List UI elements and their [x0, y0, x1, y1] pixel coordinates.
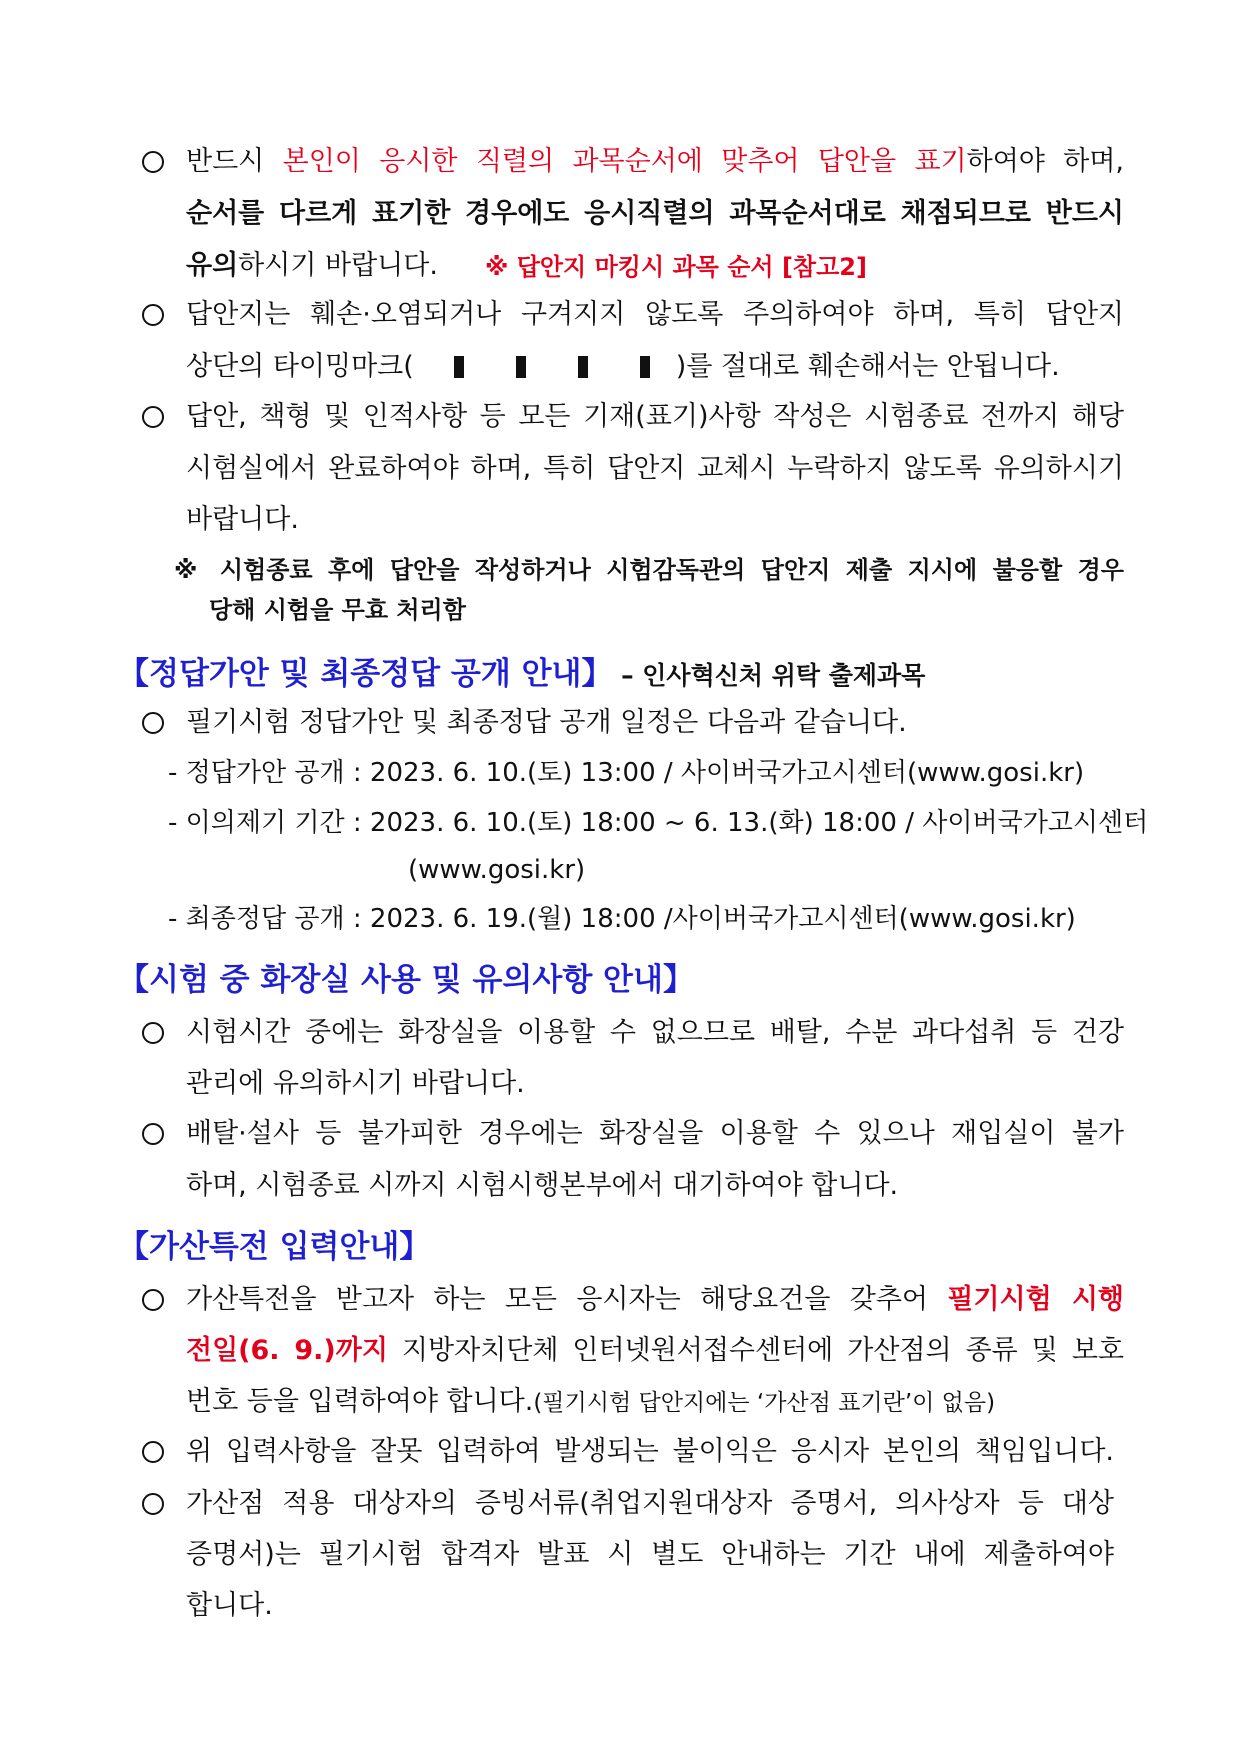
complete-line-1: 답안, 책형 및 인적사항 등 모든 기재(표기)사항 작성은 시험종료 전까지 해당: [186, 401, 1124, 432]
answers-schedule-3: - 최종정답 공개 : 2023. 6. 19.(월) 18:00 /사이버국가고시센터(www.gosi.kr): [168, 904, 1076, 934]
bullet-circle: [142, 1022, 164, 1044]
invalidation-note-2: 당해 시험을 무효 처리함: [209, 596, 466, 624]
answers-subheading: – 인사혁신처 위탁 출제과목: [621, 661, 926, 690]
restroom-item-2-line-1: 배탈·설사 등 불가피한 경우에는 화장실을 이용할 수 있으나 재입실이 불가: [186, 1118, 1124, 1149]
order-reference-note: ※ 답안지 마킹시 과목 순서 [참고2]: [485, 253, 867, 281]
restroom-item-1-line-2: 관리에 유의하시기 바랍니다.: [186, 1068, 525, 1099]
bonus-item-3-line-1: 가산점 적용 대상자의 증빙서류(취업지원대상자 증명서, 의사상자 등 대상: [186, 1488, 1114, 1519]
complete-line-3: 바랍니다.: [186, 504, 299, 535]
restroom-item-1-line-1: 시험시간 중에는 화장실을 이용할 수 없으므로 배탈, 수분 과다섭취 등 건강: [186, 1017, 1124, 1048]
bullet-circle: [142, 1441, 164, 1463]
answers-schedule-1: - 정답가안 공개 : 2023. 6. 10.(토) 13:00 / 사이버국가고시센터(www.gosi.kr): [168, 758, 1085, 788]
order-line-2: 순서를 다르게 표기한 경우에도 응시직렬의 과목순서대로 채점되므로 반드시: [186, 198, 1124, 229]
answers-schedule-2: - 이의제기 기간 : 2023. 6. 10.(토) 18:00 ~ 6. 13.(화) 18:00 / 사이버국가고시센터: [168, 808, 1149, 838]
restroom-heading: 【시험 중 화장실 사용 및 유의사항 안내】: [118, 962, 694, 998]
damage-line-1: 답안지는 훼손·오염되거나 구겨지지 않도록 주의하여야 하며, 특히 답안지: [186, 299, 1124, 330]
bonus-item-3-line-3: 합니다.: [186, 1590, 273, 1621]
answers-schedule-2-cont: (www.gosi.kr): [408, 855, 586, 885]
bullet-circle: [142, 1289, 164, 1311]
bullet-circle: [142, 406, 164, 428]
bullet-circle: [142, 1123, 164, 1145]
bullet-circle: [142, 712, 164, 734]
timing-mark-icon: [640, 356, 650, 378]
bonus-heading: 【가산특전 입력안내】: [118, 1229, 431, 1265]
complete-line-2: 시험실에서 완료하여야 하며, 특히 답안지 교체시 누락하지 않도록 유의하시기: [186, 453, 1124, 484]
bonus-deadline-emphasis: 필기시험 시행: [947, 1284, 1124, 1315]
bullet-circle: [142, 151, 164, 173]
bullet-circle: [142, 304, 164, 326]
answers-heading: 【정답가안 및 최종정답 공개 안내】: [118, 656, 613, 692]
bonus-deadline-date: 전일(6. 9.)까지: [186, 1335, 388, 1366]
restroom-item-2-line-2: 하며, 시험종료 시까지 시험시행본부에서 대기하여야 합니다.: [186, 1170, 899, 1201]
order-line-3: 유의하시기 바랍니다.: [186, 250, 438, 281]
damage-line-2: 상단의 타이밍마크( )를 절대로 훼손해서는 안됩니다.: [186, 351, 1060, 382]
timing-mark-icon: [454, 356, 464, 378]
bonus-item-3-line-2: 증명서)는 필기시험 합격자 발표 시 별도 안내하는 기간 내에 제출하여야: [186, 1539, 1114, 1570]
bullet-circle: [142, 1493, 164, 1515]
answers-heading-row: [118, 656, 925, 694]
timing-mark-icon: [516, 356, 526, 378]
bonus-item-1-line-1: 가산특전을 받고자 하는 모든 응시자는 해당요건을 갖추어 필기시험 시행: [186, 1284, 1124, 1315]
bonus-item-1-line-2: 전일(6. 9.)까지 지방자치단체 인터넷원서접수센터에 가산점의 종류 및 보호: [186, 1335, 1124, 1366]
order-emphasis: 본인이 응시한 직렬의 과목순서에 맞추어 답안을 표기: [282, 146, 967, 177]
order-line-1: 반드시 본인이 응시한 직렬의 과목순서에 맞추어 답안을 표기하여야 하며,: [186, 146, 1124, 177]
bonus-item-2: 위 입력사항을 잘못 입력하여 발생되는 불이익은 응시자 본인의 책임입니다.: [186, 1436, 1114, 1467]
answers-intro: 필기시험 정답가안 및 최종정답 공개 일정은 다음과 같습니다.: [186, 707, 907, 738]
invalidation-note-1: ※ 시험종료 후에 답안을 작성하거나 시험감독관의 답안지 제출 지시에 불응할 경우: [174, 556, 1124, 584]
timing-mark-icon: [578, 356, 588, 378]
bonus-item-1-line-3: 번호 등을 입력하여야 합니다.(필기시험 답안지에는 ‘가산점 표기란’이 없음): [186, 1386, 996, 1417]
